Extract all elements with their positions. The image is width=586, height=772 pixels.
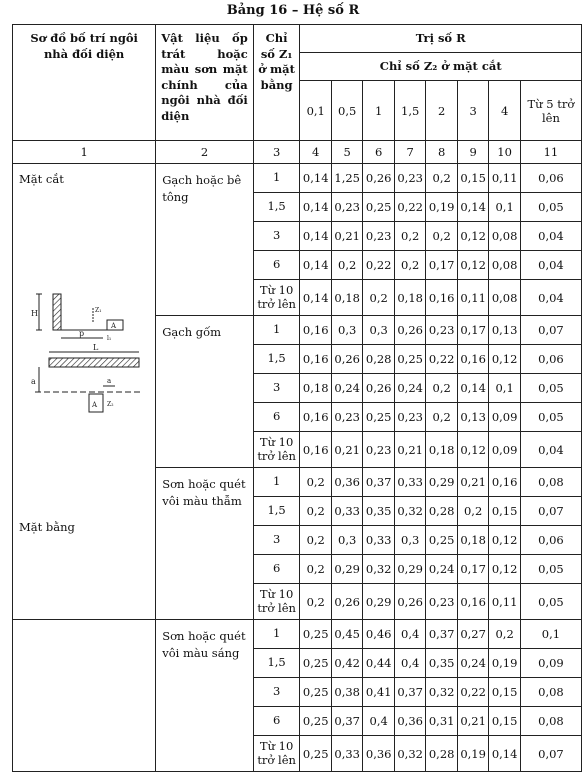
r-value-cell: 0,2 bbox=[363, 280, 394, 316]
r-value-cell: 0,06 bbox=[520, 526, 581, 555]
z2-header-cell: 3 bbox=[457, 81, 488, 141]
r-value-cell: 0,1 bbox=[520, 620, 581, 649]
z2-header-cell: 2 bbox=[426, 81, 457, 141]
r-value-cell: 0,23 bbox=[426, 584, 457, 620]
r-value-cell: 0,09 bbox=[520, 649, 581, 678]
schematic-cell-empty bbox=[13, 620, 156, 772]
column-number: 7 bbox=[394, 141, 425, 164]
z1-cell: 6 bbox=[253, 403, 300, 432]
r-value-cell: 0,14 bbox=[300, 222, 331, 251]
r-value-cell: 0,05 bbox=[520, 193, 581, 222]
z1-cell: 3 bbox=[253, 222, 300, 251]
r-value-cell: 0,23 bbox=[394, 164, 425, 193]
table-row bbox=[13, 164, 582, 193]
r-value-cell: 0,16 bbox=[426, 280, 457, 316]
header-material: Vật liệu ốp trát hoặc màu sơn mặt chính của ngôi nhà đối diện bbox=[156, 25, 254, 141]
r-value-cell: 0,41 bbox=[363, 678, 394, 707]
r-value-cell: 0,22 bbox=[394, 193, 425, 222]
r-value-cell: 0,14 bbox=[300, 193, 331, 222]
r-value-cell: 0,35 bbox=[363, 497, 394, 526]
r-value-cell: 0,2 bbox=[300, 468, 331, 497]
r-value-cell: 0,36 bbox=[363, 736, 394, 772]
z1-cell: 6 bbox=[253, 707, 300, 736]
header-z2: Chỉ số Z₂ ở mặt cắt bbox=[300, 53, 582, 81]
r-value-cell: 0,32 bbox=[426, 678, 457, 707]
column-number: 1 bbox=[13, 141, 156, 164]
z1-cell: 1 bbox=[253, 316, 300, 345]
r-value-cell: 0,2 bbox=[426, 374, 457, 403]
r-value-cell: 0,16 bbox=[457, 584, 488, 620]
r-value-cell: 0,33 bbox=[331, 497, 362, 526]
r-value-cell: 0,24 bbox=[331, 374, 362, 403]
layout-sketch-icon bbox=[31, 282, 141, 432]
r-value-cell: 0,33 bbox=[394, 468, 425, 497]
svg-text:A: A bbox=[92, 401, 98, 409]
r-value-cell: 0,2 bbox=[300, 555, 331, 584]
r-value-cell: 0,2 bbox=[394, 222, 425, 251]
r-value-cell: 0,05 bbox=[520, 374, 581, 403]
z1-cell: 1 bbox=[253, 164, 300, 193]
r-value-cell: 0,16 bbox=[300, 345, 331, 374]
r-value-cell: 0,26 bbox=[363, 374, 394, 403]
r-value-cell: 0,25 bbox=[300, 649, 331, 678]
r-value-cell: 0,37 bbox=[426, 620, 457, 649]
r-value-cell: 0,22 bbox=[426, 345, 457, 374]
header-tri-so: Trị số R bbox=[300, 25, 582, 53]
r-value-cell: 0,17 bbox=[457, 555, 488, 584]
r-value-cell: 0,12 bbox=[489, 345, 520, 374]
r-value-cell: 0,08 bbox=[489, 280, 520, 316]
column-number: 5 bbox=[331, 141, 362, 164]
r-value-cell: 0,25 bbox=[300, 620, 331, 649]
z1-cell: Từ 10 trở lên bbox=[253, 584, 300, 620]
r-value-cell: 0,21 bbox=[457, 707, 488, 736]
svg-text:H: H bbox=[31, 309, 38, 318]
r-value-cell: 0,3 bbox=[363, 316, 394, 345]
z1-cell: 1,5 bbox=[253, 649, 300, 678]
r-value-cell: 0,18 bbox=[300, 374, 331, 403]
header-schematic: Sơ đồ bố trí ngôi nhà đối diện bbox=[13, 25, 156, 141]
r-value-cell: 1,25 bbox=[331, 164, 362, 193]
r-value-cell: 0,26 bbox=[331, 584, 362, 620]
material-cell: Sơn hoặc quét vôi màu thẫm bbox=[156, 468, 254, 620]
r-value-cell: 0,1 bbox=[489, 193, 520, 222]
r-value-cell: 0,15 bbox=[489, 707, 520, 736]
z1-cell: Từ 10 trở lên bbox=[253, 432, 300, 468]
r-value-cell: 0,28 bbox=[363, 345, 394, 374]
svg-text:L: L bbox=[93, 343, 99, 352]
r-value-cell: 0,08 bbox=[489, 251, 520, 280]
r-value-cell: 0,24 bbox=[457, 649, 488, 678]
z1-cell: 1,5 bbox=[253, 345, 300, 374]
r-value-cell: 0,18 bbox=[394, 280, 425, 316]
r-value-cell: 0,2 bbox=[489, 620, 520, 649]
svg-text:p: p bbox=[79, 329, 85, 338]
r-value-cell: 0,16 bbox=[457, 345, 488, 374]
r-value-cell: 0,12 bbox=[457, 222, 488, 251]
r-value-cell: 0,1 bbox=[489, 374, 520, 403]
table-row bbox=[13, 620, 582, 649]
r-value-cell: 0,08 bbox=[520, 707, 581, 736]
svg-text:Z₁: Z₁ bbox=[95, 307, 102, 314]
r-value-cell: 0,29 bbox=[394, 555, 425, 584]
z1-cell: 1,5 bbox=[253, 497, 300, 526]
material-cell: Sơn hoặc quét vôi màu sáng bbox=[156, 620, 254, 772]
z2-header-cell: 1,5 bbox=[394, 81, 425, 141]
r-value-cell: 0,32 bbox=[394, 497, 425, 526]
r-value-cell: 0,45 bbox=[331, 620, 362, 649]
r-value-cell: 0,27 bbox=[457, 620, 488, 649]
r-value-cell: 0,2 bbox=[426, 164, 457, 193]
r-value-cell: 0,42 bbox=[331, 649, 362, 678]
r-value-cell: 0,12 bbox=[457, 432, 488, 468]
r-value-cell: 0,28 bbox=[426, 497, 457, 526]
material-cell: Gạch hoặc bê tông bbox=[156, 164, 254, 316]
r-value-cell: 0,33 bbox=[363, 526, 394, 555]
r-value-cell: 0,17 bbox=[426, 251, 457, 280]
r-value-cell: 0,16 bbox=[300, 403, 331, 432]
r-value-cell: 0,08 bbox=[489, 222, 520, 251]
r-value-cell: 0,23 bbox=[363, 432, 394, 468]
r-value-cell: 0,05 bbox=[520, 584, 581, 620]
svg-text:A: A bbox=[111, 322, 117, 330]
r-value-cell: 0,07 bbox=[520, 497, 581, 526]
r-value-cell: 0,08 bbox=[520, 678, 581, 707]
header-z1: Chỉ số Z₁ ở mặt bằng bbox=[253, 25, 300, 141]
r-value-cell: 0,2 bbox=[426, 403, 457, 432]
r-value-cell: 0,05 bbox=[520, 403, 581, 432]
r-value-cell: 0,12 bbox=[489, 526, 520, 555]
z1-cell: Từ 10 trở lên bbox=[253, 280, 300, 316]
r-value-cell: 0,3 bbox=[331, 316, 362, 345]
column-number: 10 bbox=[489, 141, 520, 164]
r-value-cell: 0,05 bbox=[520, 555, 581, 584]
r-value-cell: 0,21 bbox=[331, 222, 362, 251]
r-value-cell: 0,25 bbox=[300, 707, 331, 736]
r-value-cell: 0,13 bbox=[489, 316, 520, 345]
r-value-cell: 0,22 bbox=[363, 251, 394, 280]
svg-text:Z₂: Z₂ bbox=[107, 401, 114, 408]
r-value-cell: 0,23 bbox=[394, 403, 425, 432]
r-value-cell: 0,16 bbox=[489, 468, 520, 497]
r-value-cell: 0,29 bbox=[426, 468, 457, 497]
r-value-cell: 0,14 bbox=[300, 251, 331, 280]
r-value-cell: 0,13 bbox=[457, 403, 488, 432]
r-value-cell: 0,25 bbox=[363, 403, 394, 432]
r-value-cell: 0,26 bbox=[394, 584, 425, 620]
r-value-cell: 0,4 bbox=[394, 620, 425, 649]
r-value-cell: 0,08 bbox=[520, 468, 581, 497]
z2-header-cell: 4 bbox=[489, 81, 520, 141]
r-value-cell: 0,4 bbox=[394, 649, 425, 678]
r-value-cell: 0,25 bbox=[300, 736, 331, 772]
r-value-cell: 0,23 bbox=[363, 222, 394, 251]
mat-cat-label: Mặt cắt bbox=[19, 172, 64, 186]
r-value-cell: 0,19 bbox=[426, 193, 457, 222]
column-number: 2 bbox=[156, 141, 254, 164]
r-value-cell: 0,23 bbox=[331, 193, 362, 222]
r-value-cell: 0,2 bbox=[331, 251, 362, 280]
r-value-cell: 0,26 bbox=[394, 316, 425, 345]
r-value-cell: 0,18 bbox=[331, 280, 362, 316]
r-value-cell: 0,21 bbox=[394, 432, 425, 468]
column-number: 11 bbox=[520, 141, 581, 164]
r-value-cell: 0,4 bbox=[363, 707, 394, 736]
r-value-cell: 0,22 bbox=[457, 678, 488, 707]
r-value-cell: 0,11 bbox=[489, 164, 520, 193]
r-value-cell: 0,25 bbox=[300, 678, 331, 707]
r-value-cell: 0,12 bbox=[489, 555, 520, 584]
r-value-cell: 0,21 bbox=[331, 432, 362, 468]
r-value-cell: 0,17 bbox=[457, 316, 488, 345]
z1-cell: 3 bbox=[253, 374, 300, 403]
r-value-cell: 0,33 bbox=[331, 736, 362, 772]
r-value-cell: 0,2 bbox=[457, 497, 488, 526]
r-value-cell: 0,35 bbox=[426, 649, 457, 678]
r-value-cell: 0,24 bbox=[426, 555, 457, 584]
r-value-cell: 0,25 bbox=[363, 193, 394, 222]
r-value-cell: 0,19 bbox=[457, 736, 488, 772]
r-value-cell: 0,3 bbox=[394, 526, 425, 555]
z2-header-cell: 0,1 bbox=[300, 81, 331, 141]
r-value-cell: 0,09 bbox=[489, 432, 520, 468]
column-number: 8 bbox=[426, 141, 457, 164]
r-value-cell: 0,37 bbox=[363, 468, 394, 497]
r-value-cell: 0,36 bbox=[331, 468, 362, 497]
building-layout-diagram bbox=[31, 282, 141, 435]
r-value-cell: 0,21 bbox=[457, 468, 488, 497]
r-value-cell: 0,3 bbox=[331, 526, 362, 555]
r-value-cell: 0,06 bbox=[520, 164, 581, 193]
r-value-cell: 0,14 bbox=[457, 193, 488, 222]
mat-bang-label: Mặt bằng bbox=[19, 520, 75, 534]
r-value-cell: 0,14 bbox=[457, 374, 488, 403]
z1-cell: 3 bbox=[253, 678, 300, 707]
r-value-cell: 0,25 bbox=[426, 526, 457, 555]
r-value-cell: 0,24 bbox=[394, 374, 425, 403]
r-value-cell: 0,07 bbox=[520, 316, 581, 345]
r-value-cell: 0,2 bbox=[300, 526, 331, 555]
r-value-cell: 0,15 bbox=[489, 497, 520, 526]
table-title: Bảng 16 – Hệ số R bbox=[226, 3, 360, 18]
r-value-cell: 0,18 bbox=[457, 526, 488, 555]
r-value-cell: 0,15 bbox=[457, 164, 488, 193]
z1-cell: 6 bbox=[253, 555, 300, 584]
z1-cell: 3 bbox=[253, 526, 300, 555]
r-value-cell: 0,2 bbox=[426, 222, 457, 251]
column-number: 9 bbox=[457, 141, 488, 164]
r-value-cell: 0,04 bbox=[520, 251, 581, 280]
r-value-cell: 0,14 bbox=[489, 736, 520, 772]
column-number: 3 bbox=[253, 141, 300, 164]
r-value-cell: 0,23 bbox=[331, 403, 362, 432]
r-value-cell: 0,19 bbox=[489, 649, 520, 678]
r-value-cell: 0,32 bbox=[363, 555, 394, 584]
r-value-cell: 0,11 bbox=[489, 584, 520, 620]
r-value-cell: 0,14 bbox=[300, 280, 331, 316]
r-value-cell: 0,37 bbox=[331, 707, 362, 736]
r-value-cell: 0,04 bbox=[520, 280, 581, 316]
r-value-cell: 0,14 bbox=[300, 164, 331, 193]
coefficient-table bbox=[12, 24, 582, 772]
r-value-cell: 0,23 bbox=[426, 316, 457, 345]
z1-cell: 1 bbox=[253, 620, 300, 649]
r-value-cell: 0,2 bbox=[300, 584, 331, 620]
column-number: 4 bbox=[300, 141, 331, 164]
r-value-cell: 0,32 bbox=[394, 736, 425, 772]
r-value-cell: 0,31 bbox=[426, 707, 457, 736]
r-value-cell: 0,28 bbox=[426, 736, 457, 772]
r-value-cell: 0,06 bbox=[520, 345, 581, 374]
r-value-cell: 0,2 bbox=[300, 497, 331, 526]
z1-cell: 6 bbox=[253, 251, 300, 280]
z2-header-cell: 1 bbox=[363, 81, 394, 141]
r-value-cell: 0,26 bbox=[331, 345, 362, 374]
r-value-cell: 0,46 bbox=[363, 620, 394, 649]
r-value-cell: 0,37 bbox=[394, 678, 425, 707]
r-value-cell: 0,16 bbox=[300, 432, 331, 468]
z1-cell: 1,5 bbox=[253, 193, 300, 222]
r-value-cell: 0,12 bbox=[457, 251, 488, 280]
z2-header-cell: 0,5 bbox=[331, 81, 362, 141]
z1-cell: 1 bbox=[253, 468, 300, 497]
r-value-cell: 0,29 bbox=[363, 584, 394, 620]
svg-text:l₁: l₁ bbox=[107, 335, 112, 342]
r-value-cell: 0,18 bbox=[426, 432, 457, 468]
r-value-cell: 0,36 bbox=[394, 707, 425, 736]
material-cell: Gạch gốm bbox=[156, 316, 254, 468]
r-value-cell: 0,09 bbox=[489, 403, 520, 432]
r-value-cell: 0,11 bbox=[457, 280, 488, 316]
r-value-cell: 0,16 bbox=[300, 316, 331, 345]
r-value-cell: 0,2 bbox=[394, 251, 425, 280]
svg-text:a: a bbox=[107, 377, 112, 385]
r-value-cell: 0,38 bbox=[331, 678, 362, 707]
r-value-cell: 0,44 bbox=[363, 649, 394, 678]
z1-cell: Từ 10 trở lên bbox=[253, 736, 300, 772]
schematic-cell bbox=[13, 164, 156, 620]
r-value-cell: 0,07 bbox=[520, 736, 581, 772]
r-value-cell: 0,15 bbox=[489, 678, 520, 707]
r-value-cell: 0,26 bbox=[363, 164, 394, 193]
svg-text:a: a bbox=[31, 377, 36, 386]
r-value-cell: 0,04 bbox=[520, 222, 581, 251]
r-value-cell: 0,04 bbox=[520, 432, 581, 468]
z2-header-cell: Từ 5 trở lên bbox=[520, 81, 581, 141]
r-value-cell: 0,25 bbox=[394, 345, 425, 374]
r-value-cell: 0,29 bbox=[331, 555, 362, 584]
column-number: 6 bbox=[363, 141, 394, 164]
